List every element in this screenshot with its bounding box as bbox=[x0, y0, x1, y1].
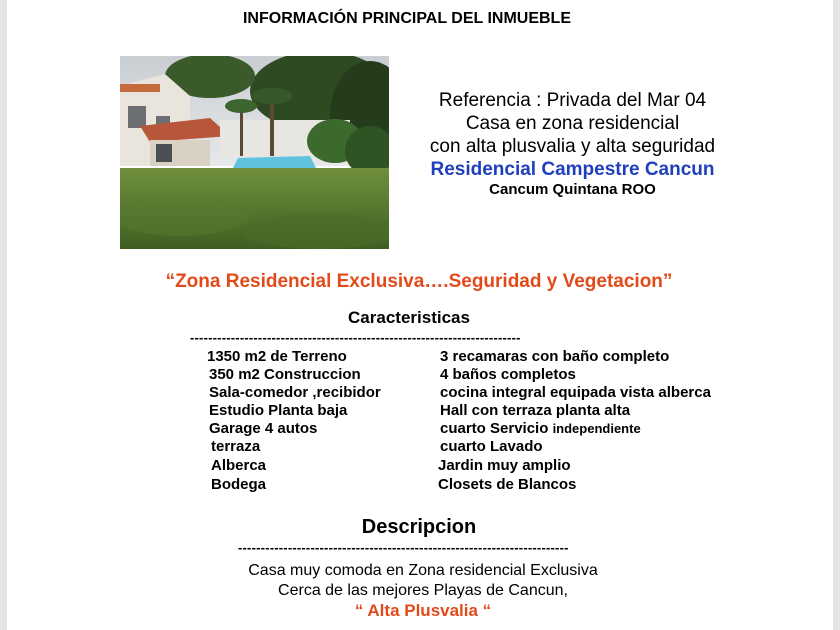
descripcion-highlight: “ Alta Plusvalia “ bbox=[354, 601, 492, 620]
feature-left-item: 1350 m2 de Terreno bbox=[207, 348, 347, 365]
descripcion-divider: ------------------------------------------------------------------------- bbox=[238, 540, 569, 555]
caracteristicas-heading: Caracteristicas bbox=[348, 308, 470, 327]
feature-left-item: Bodega bbox=[211, 476, 267, 493]
reference-line: Referencia : Privada del Mar 04 bbox=[438, 90, 707, 111]
feature-left-item: Estudio Planta baja bbox=[209, 402, 348, 419]
property-type-line: Casa en zona residencial bbox=[465, 113, 680, 134]
residencial-name: Residencial Campestre Cancun bbox=[430, 159, 715, 180]
slogan-open-quote: “ bbox=[165, 271, 176, 292]
slogan-close-quote: ” bbox=[662, 271, 673, 292]
slogan bbox=[0, 271, 838, 293]
feature-right-item: cocina integral equipada vista alberca bbox=[440, 384, 711, 401]
descripcion-line: Casa muy comoda en Zona residencial Exclusiva bbox=[248, 562, 598, 579]
feature-right-item: 4 baños completos bbox=[440, 366, 576, 383]
feature-left-item: Garage 4 autos bbox=[209, 420, 318, 437]
plusvalia-line: con alta plusvalia y alta seguridad bbox=[429, 136, 716, 157]
feature-left-item: terraza bbox=[211, 438, 261, 455]
feature-right-item bbox=[440, 420, 641, 437]
feature-right-item: Jardin muy amplio bbox=[438, 457, 571, 474]
feature-left-item: 350 m2 Construccion bbox=[209, 366, 361, 383]
feature-left-item: Sala-comedor ,recibidor bbox=[209, 384, 381, 401]
document-title: INFORMACIÓN PRINCIPAL DEL INMUEBLE bbox=[242, 10, 571, 27]
caracteristicas-divider: ------------------------------------------------------------------------- bbox=[190, 330, 521, 345]
property-photo bbox=[120, 56, 389, 249]
feature-right-item: cuarto Lavado bbox=[440, 438, 543, 455]
slogan-text: Zona Residencial Exclusiva….Seguridad y Vegetacion bbox=[175, 271, 663, 292]
location-line: Cancum Quintana ROO bbox=[489, 181, 656, 198]
descripcion-line: Cerca de las mejores Playas de Cancun, bbox=[278, 582, 568, 599]
feature-left-item: Alberca bbox=[211, 457, 267, 474]
feature-right-item: 3 recamaras con baño completo bbox=[440, 348, 670, 365]
feature-right-item: Closets de Blancos bbox=[438, 476, 577, 493]
feature-right-text: cuarto Servicio bbox=[440, 420, 549, 437]
feature-right-note: independiente bbox=[552, 421, 641, 436]
feature-right-item: Hall con terraza planta alta bbox=[440, 402, 631, 419]
descripcion-heading: Descripcion bbox=[361, 516, 477, 538]
